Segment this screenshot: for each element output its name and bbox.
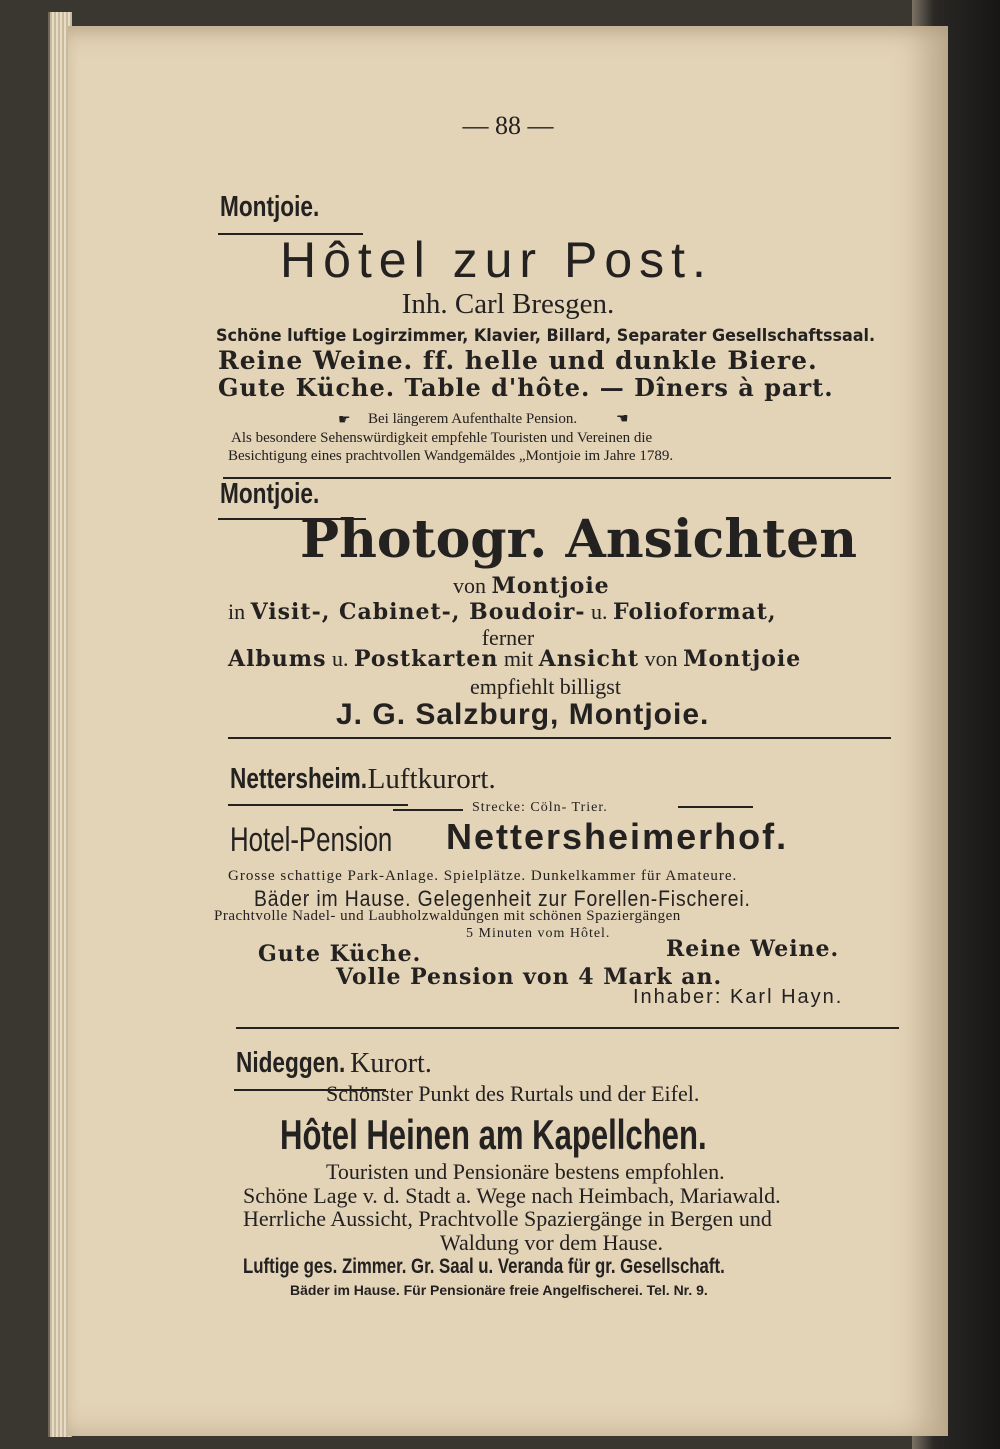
ad2-line4-g: Montjoie	[683, 646, 802, 672]
ad2-line1-b: Montjoie	[491, 573, 610, 599]
ad2-line4-b: u.	[331, 646, 349, 671]
ad1-town: Montjoie.	[220, 191, 320, 223]
ad3-heading	[230, 763, 496, 796]
ad3-line5-a: Gute Küche.	[258, 941, 422, 967]
ad3-owner: Inhaber: Karl Hayn.	[633, 986, 844, 1008]
ad2-separator	[228, 737, 891, 739]
ad2-town: Montjoie.	[220, 478, 320, 510]
ad3-line1: Grosse schattige Park-Anlage. Spielplätze. Dunkelkammer für Amateure.	[228, 868, 738, 884]
ad4-line3: Schöne Lage v. d. Stadt a. Wege nach Heimbach, Mariawald.	[243, 1183, 781, 1208]
ad2-title: Photogr. Ansichten	[300, 509, 858, 570]
ad2-line2-b: Visit-, Cabinet-, Boudoir-	[250, 599, 586, 625]
ad4-line1: Schönster Punkt des Rurtals und der Eifel.	[326, 1081, 700, 1106]
ad2-line4-d: mit	[503, 646, 534, 671]
ad3-hotel-b: Nettersheimerhof.	[446, 816, 789, 857]
ad2-line5: empfiehlt billigst	[470, 674, 621, 699]
ad1-line6: Besichtigung eines prachtvollen Wandgemäldes „Montjoie im Jahre 1789.	[228, 448, 674, 464]
ad4-line7: Bäder im Hause. Für Pensionäre freie Angelfischerei. Tel. Nr. 9.	[290, 1282, 708, 1298]
ad3-route-rule-right	[678, 806, 753, 808]
ad1-separator	[223, 477, 891, 479]
ad2-line3: ferner	[481, 625, 535, 650]
ad4-line5: Waldung vor dem Hause.	[440, 1230, 664, 1255]
ad4-line6: Luftige ges. Zimmer. Gr. Saal u. Veranda für gr. Gesellschaft.	[243, 1255, 725, 1278]
ad3-route-rule-left	[393, 809, 463, 811]
ad3-line5-b: Reine Weine.	[666, 936, 840, 962]
page-number: — 88 —	[462, 111, 554, 140]
ad4-line2: Touristen und Pensionäre bestens empfohlen.	[326, 1159, 725, 1184]
ad2-line4	[228, 646, 801, 672]
ad2-line2-d: Folioformat,	[613, 599, 777, 625]
ad2-line1-a: von	[453, 573, 486, 598]
ad2-line4-e: Ansicht	[538, 646, 640, 672]
ad2-line4-f: von	[644, 646, 678, 671]
ad3-hotel-a: Hotel-Pension	[230, 821, 393, 859]
ad1-pointing-hand-icon: ☛	[338, 413, 351, 428]
ad2-line1	[453, 573, 610, 599]
ad4-town: Nideggen.	[236, 1047, 346, 1079]
ad2-line2-a: in	[228, 599, 246, 624]
book-page	[68, 26, 948, 1436]
ad4-heading	[236, 1047, 432, 1080]
ad3-route: Strecke: Cöln- Trier.	[472, 800, 608, 815]
ad4-hotel-name: Hôtel Heinen am Kapellchen.	[280, 1111, 707, 1158]
ad4-town-suffix: Kurort.	[350, 1048, 432, 1079]
ad1-owner: Inh. Carl Bresgen.	[401, 288, 615, 320]
ad3-town-underline	[228, 804, 408, 806]
ad1-line2: Reine Weine. ff. helle und dunkle Biere.	[218, 346, 818, 375]
ad1-line4: Bei längerem Aufenthalte Pension.	[368, 411, 578, 427]
ad3-line3: Prachtvolle Nadel- und Laubholzwaldungen mit schönen Spaziergängen	[214, 908, 681, 924]
ad3-line4: 5 Minuten vom Hôtel.	[466, 926, 611, 941]
ad1-line3: Gute Küche. Table d'hôte. — Dîners à part.	[218, 373, 834, 402]
ad1-line1: Schöne luftige Logirzimmer, Klavier, Billard, Separater Gesellschaftssaal.	[216, 326, 876, 346]
ad4-line4: Herrliche Aussicht, Prachtvolle Spaziergänge in Bergen und	[243, 1206, 772, 1231]
ad1-hotel-name: Hôtel zur Post.	[280, 232, 713, 288]
ad2-line6: J. G. Salzburg, Montjoie.	[336, 698, 710, 731]
ad2-line2-c: u.	[591, 599, 608, 624]
ad1-line5: Als besondere Sehenswürdigkeit empfehle Touristen und Vereinen die	[231, 430, 653, 446]
ad3-town-suffix: Luftkurort.	[367, 763, 496, 795]
ad3-line2: Bäder im Hause. Gelegenheit zur Forellen-Fischerei.	[254, 886, 751, 911]
ad2-line4-a: Albums	[228, 646, 327, 672]
ad1-pointing-hand-left-icon: ☚	[616, 412, 629, 427]
ad2-line2	[228, 599, 777, 625]
ad2-line4-c: Postkarten	[353, 646, 499, 672]
ad3-town: Nettersheim.	[230, 763, 368, 795]
ad3-separator	[236, 1027, 899, 1029]
ad3-line6: Volle Pension von 4 Mark an.	[336, 964, 723, 990]
